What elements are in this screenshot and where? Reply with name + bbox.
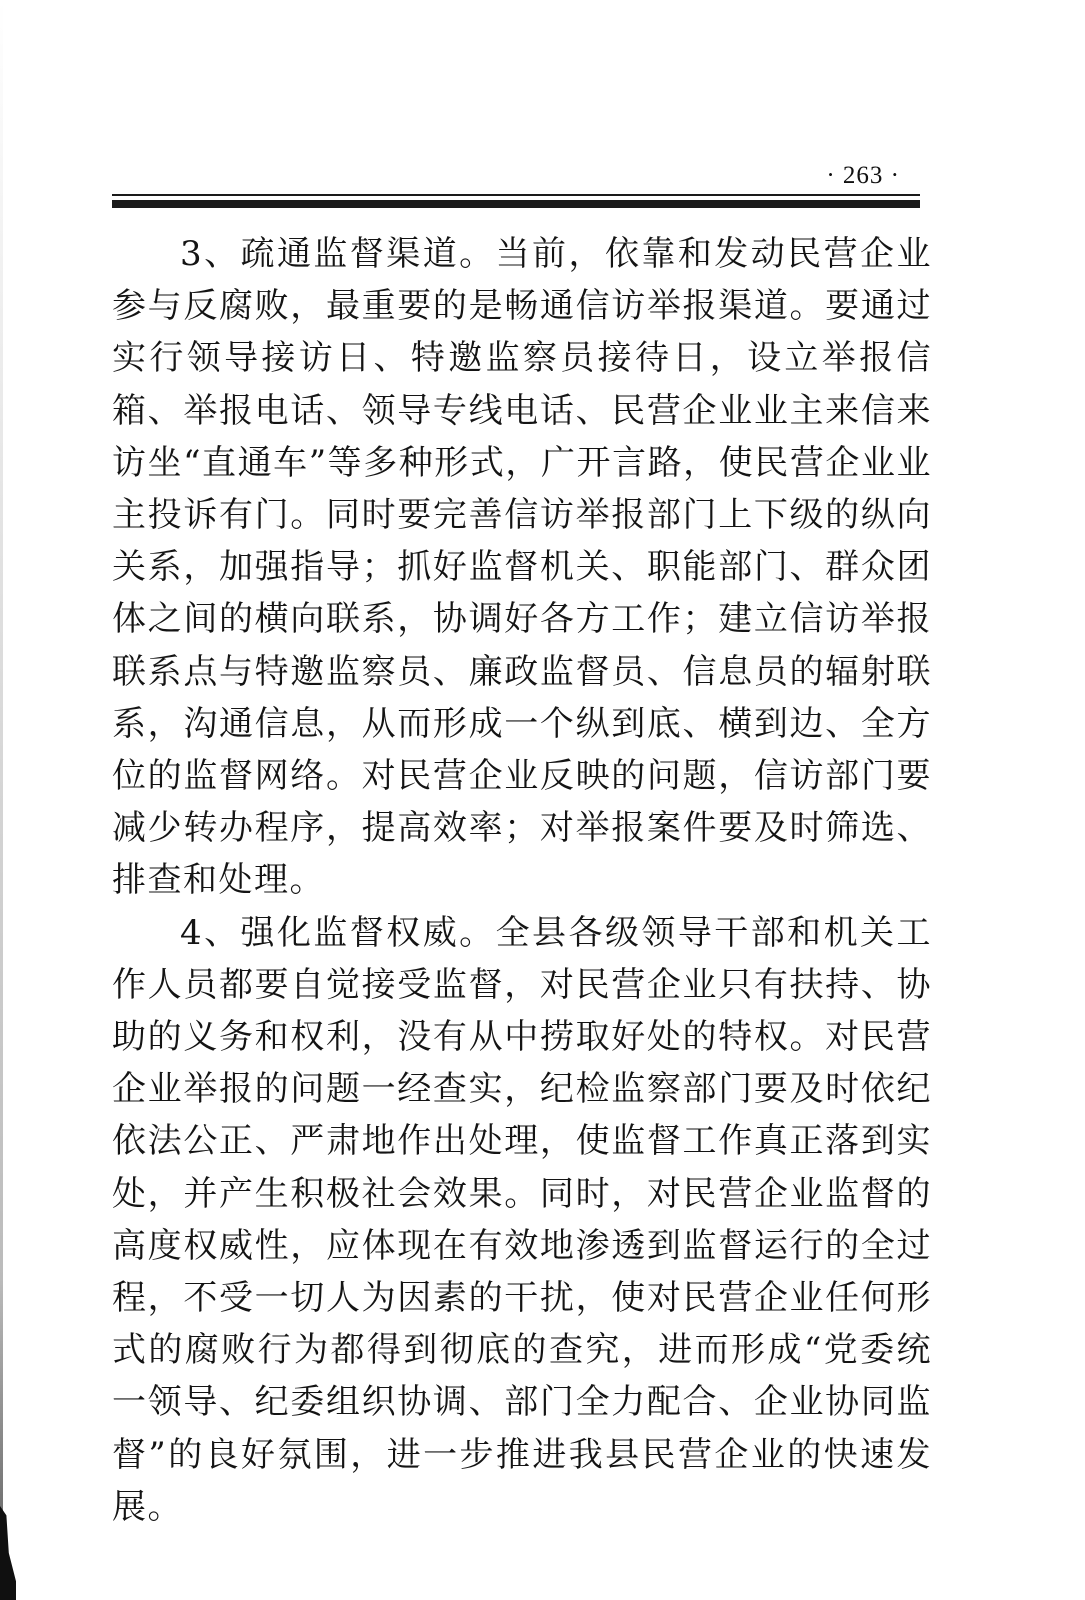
header-rule-thin <box>112 194 920 196</box>
page-number: · 263 · <box>826 162 900 189</box>
scan-corner-mark <box>0 1506 16 1600</box>
page-edge-shadow <box>0 0 3 1600</box>
paragraph-4-supervision-authority: 4、强化监督权威。全县各级领导干部和机关工作人员都要自觉接受监督，对民营企业只有扶持、协助的义务和权利，没有从中捞取好处的特权。对民营企业举报的问题一经查实，纪检监察部门要及时依纪依法公正、严肃地作出处理，使监督工作真正落到实处，并产生积极社会效果。同时，对民营企业监督的高度权威性，应体现在有效地渗透到监督运行的全过程，不受一切人为因素的干扰，使对民营企业任何形式的腐败行为都得到彻底的查究，进而形成“党委统一领导、纪委组织协调、部门全力配合、企业协同监督”的良好氛围，进一步推进我县民营企业的快速发展。 <box>112 912 932 1527</box>
page-header <box>112 160 920 216</box>
paragraph-3-supervision-channels: 3、疏通监督渠道。当前，依靠和发动民营企业参与反腐败，最重要的是畅通信访举报渠道。要通过实行领导接访日、特邀监察员接待日，设立举报信箱、举报电话、领导专线电话、民营企业业主来信来访坐“直通车”等多种形式，广开言路，使民营企业业主投诉有门。同时要完善信访举报部门上下级的纵向关系，加强指导；抓好监督机关、职能部门、群众团体之间的横向联系，协调好各方工作；建立信访举报联系点与特邀监察员、廉政监督员、信息员的辐射联系，沟通信息，从而形成一个纵到底、横到边、全方位的监督网络。对民营企业反映的问题，信访部门要减少转办程序，提高效率；对举报案件要及时筛选、排查和处理。 <box>112 234 932 901</box>
body-text <box>112 228 932 1533</box>
header-rule-thick <box>112 200 920 208</box>
